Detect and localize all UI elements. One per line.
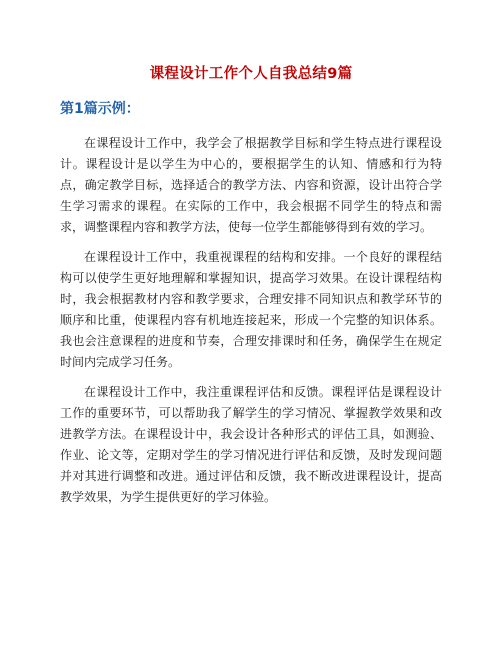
paragraph-1: 在课程设计工作中，我学会了根据教学目标和学生特点进行课程设计。课程设计是以学生为中心的，要根据学生的认知、情感和行为特点，确定教学目标，选择适合的教学方法、内容和资源，设计出符合学生学习需求的课程。在实际的工作中，我会根据不同学生的特点和需求，调整课程内容和教学方法，使每一位学生都能够得到有效的学习。 bbox=[60, 136, 442, 234]
paragraph-3: 在课程设计工作中，我注重课程评估和反馈。课程评估是课程设计工作的重要环节，可以帮助我了解学生的学习情况、掌握教学效果和改进教学方法。在课程设计中，我会设计各种形式的评估工具，如测验、作业、论文等，定期对学生的学习情况进行评估和反馈，及时发现问题并对其进行调整和改进。通过评估和反馈，我不断改进课程设计，提高教学效果，为学生提供更好的学习体验。 bbox=[60, 385, 442, 504]
section-heading: 第1篇示例： bbox=[60, 101, 140, 117]
paragraph-2: 在课程设计工作中，我重视课程的结构和安排。一个良好的课程结构可以使学生更好地理解和掌握知识，提高学习效果。在设计课程结构时，我会根据教材内容和教学要求，合理安排不同知识点和教学环节的顺序和比重，使课程内容有机地连接起来，形成一个完整的知识体系。我也会注意课程的进度和节奏，合理安排课时和任务，确保学生在规定时间内完成学习任务。 bbox=[60, 250, 442, 369]
document-body bbox=[60, 133, 442, 517]
document-title: 课程设计工作个人自我总结9篇 bbox=[149, 66, 353, 82]
